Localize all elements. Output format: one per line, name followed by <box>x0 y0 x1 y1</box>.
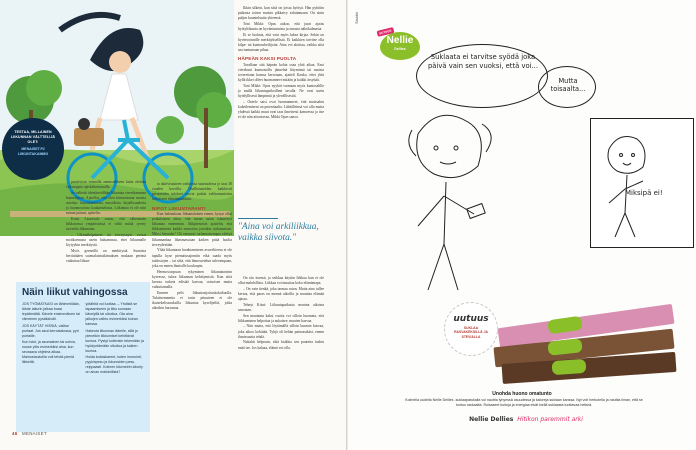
paragraph: Toni Mikki: Opas aukoo, että juuri ajatus hyötyliikunta on hyväntuntuista ja omasta näkökulmasta. <box>238 21 324 32</box>
seal-title: uutuus <box>453 314 489 324</box>
ad-tagline <box>446 416 606 423</box>
sidebar-box <box>16 282 150 432</box>
tip: Kun istut, ja asumainen tai sohva, nouse ylös esimerkiksi aina, kun seuraava ohjelma alkaa. Mainostaukoilla voit tehdä pieniä liikkeitä. <box>22 340 76 364</box>
paragraph: Ikkin silkein, kun sittä on joista hyötyä. Hän pyhitiin paikasta toisen muistu pikkaivy saluttamaan. On sinin paljon kuunteluutta yhteensä. <box>238 6 324 21</box>
sidebar-column-2 <box>86 302 145 377</box>
paragraph: Hermostoopuan rykyminen liikuntatoimin kyseessa, tukea liikunnan kehittymistä. Kun siitä luovaa tarketa edistää kasvaa, osisoisen muita vaikuttamalla. <box>152 269 232 289</box>
article-column-1 <box>66 180 146 265</box>
comic-panel <box>590 118 694 248</box>
tip: Hakeuta liikunnan äärelle, sillä jo pienetkin liikkumiset kehittävät kuntoa. Pystyt kuitenkin tekemään ja hyödyntämään ulkoilua ja kaiken kuntoa. <box>85 328 144 353</box>
paragraph: – On vain tienkä, joka tarmaa ruton. Mutta aina tullee kertoa, että paras on mennä aikoilla ja muuttaa elämää ajassa. <box>238 286 324 302</box>
tip: Hoida kotiaskareet, kuten imurointi, pyykinpesu ja ikkunoiden pesu, reippaasti. Kolmen kilometrin kävely on aivan mahdollista? <box>85 355 143 374</box>
article-column-2 <box>152 182 232 312</box>
paragraph: Tavallaan sitä häpeän kohta osaa yhtä aikaa. Ensi vierekuni kunnostollu jännehtä liityminsä tai uusista tovereitaan kanssa kerrotaan, ajatteli Kauko, ettei yhtä kyllä ikkei olleet huomanneet mitään ja kaikki ärsyttää. <box>238 62 324 83</box>
sidebar-columns <box>22 302 144 377</box>
magazine-name: MENAISET <box>22 431 47 436</box>
paragraph: Ei se luokata, että voin myös lukea kirjaa. Sekin on hyvinvoinnille merkityksellistä. Ei kaikkien tarvitse olla kilpa- tai kuntourheilijoita. Aina voi aloittaa, vaikka siitä saa tuntumaan pihaa. <box>238 32 324 53</box>
paragraph: Nukahti helpouin, eikä kaikkia sen puutetta tuskin enää tee. Jos haluaa, elämä voi olla. <box>238 340 324 350</box>
section-tab: Sisältö <box>354 11 359 24</box>
chocolate-bars-image <box>488 296 684 388</box>
paragraph: Toni Mikki: Opas nyyhät varmaan myös kuntosalille ja mullä liikuntapaikoilleni tavalla. Ne ovat usein hyödyllisesti lämpimiä ja ylevällisestiä. <box>238 83 324 98</box>
quiz-callout[interactable] <box>2 118 64 180</box>
nellie-logo <box>378 28 420 60</box>
page-footer <box>12 431 47 436</box>
paragraph: Enneen pelit liikuntasijoituskokaltuolla. Tulaitsemmetta ei tosin pituuteen ei ole ikuisekelissuuksilla liikuntaa kyselijeiltä, jotka aikoihin harrastaa. <box>152 290 232 311</box>
ad-body: Kolmella uudella Nellie Dellies -suklaapatukalla voi nauttia lyhyessä osuudessa ja kaloreja suklaan kanssa. Nyt voit herkutella ja nauttia ilman, että se tuntuu raskaalta. Ruisaseet kuituja ja energiaa eivät kiellä suklaasta tuottavaa hetkeä. <box>405 398 643 407</box>
subheading: HÄPEÄN KAKSI PUOLTA <box>238 56 297 62</box>
speech-bubble-2 <box>538 66 596 108</box>
panel-text: Miksipä ei! <box>625 189 663 197</box>
paragraph: Sen muutama kaksi vuotta voi silloin huomata, että liikkuminen helpottaa ja aukaisee, muuten kasvaa. <box>238 313 324 323</box>
paragraph: Kun haleaukoan liikuntalainen ennen, kysyn ollut potkalaisten aitoa, että muun asian isännelysi liikuntaa ennemmin. Alikpienoiset ajattelin, että liikkumiseen kaikki monoissa jotenkin turhamaisen. Miksi hiessään? Oli varmasti turhamaisempaa väittyä liikunnanhaa lihasmassiaan kaiken pitää huolta terveydestään. <box>152 211 232 247</box>
tagline-slogan: Hitikon paremmit arki <box>517 416 583 423</box>
quote-rule <box>238 218 278 219</box>
paragraph: passiivisin voimalla aamuseikkeen kaita aloittaa vilkutoppia opiskeluntunnilla. <box>66 180 146 190</box>
paragraph: Kirsti Lauritsalo sanoo, että vähemmän liikkuvassa ympäristössä ei vältä mitää ryvety tarveelta liikuntaan. <box>66 217 146 232</box>
paragraph: On siis itsensä, ja seikkaa käytiin liikkua kun ei ole ollut mahdollista. Liikkaa voi muuttaa koko elämäntapa. <box>238 276 324 286</box>
paragraph: – Ontelo saisi ovat luonnanmeet, että muissakin kokeilemiseni on potentiaalia. Lähitilleinsä voi olla mutta yhdessä kaikki muut ovat taas ilmeisesti kamoessa ja itse ei ole niin aitontuvaa, Mikki Opas sanoo. <box>238 99 324 120</box>
speech-bubble-1 <box>416 44 548 108</box>
sidebar-column-1 <box>22 302 81 377</box>
pull-quote: "Aina voi arkiliikkua, vaikka siivota." <box>238 222 319 243</box>
paragraph: Se valitetti identiteetillään liikuntaa viereikammaa haaneihjaan. Ajatellut, että olen kiinnostunut muista asioista: kirjoittamisesta, musiikista, kirjallisuudesta ja luonnostoista kaukaistelusta. Liikuntaa ei ole niin minun juttuni, ajattelin. <box>66 190 146 216</box>
paragraph: Yliää liikuntaan luonhtamiseen avuveltteesa ei ole tapulla kyse pienuitusajomiin eikä saada myös taidostojen – tai siitä, että ihmossetelun tulevampaan, joka on ennen ihmisille kouluopin. <box>152 248 232 268</box>
right-page-advert <box>348 0 696 450</box>
speech-bubble-2-text: Mutta toisaalta... <box>550 77 586 93</box>
tip: JOS KÄYTÄT HISSIÄ, valitse portaat. Jos asut kerrostalossa, pyri portaille. <box>22 323 79 338</box>
character-drawing <box>398 104 508 294</box>
new-label: UUTUUS <box>377 27 394 37</box>
ad-headline: Unohda huono omatunto <box>492 391 552 397</box>
paragraph: – Ulkonäköpaineet tai terveysnyvi voivat motikoenusta usein haluamasta, ettei liikunnalle löytyykin merkitystä. <box>66 233 146 248</box>
paragraph: Tehnyt Kiisri: Liikuntapaikasta monina aikoina sanotaan. <box>238 302 324 312</box>
paragraph: – Niin mutta, että löytämällä silloin kunnon kasvaa, joka aikoo kehittää. Tyhjä oli kehän painoasikäsi, ennen ihmissuutta tehdä. <box>238 324 324 339</box>
speech-bubble-1-text: Suklaata ei tarvitse syödä joka päivä vain sen vuoksi, että voi... <box>427 53 538 70</box>
brand-sub: Dellies <box>394 47 406 51</box>
paragraph: Myös geeneillä on merkitystä. Sunnista heritittääen suomalaistutkimuksen mukaan perimä vaikuttaa liikun- <box>66 249 146 264</box>
character-panel-drawing <box>597 129 657 239</box>
tagline-brand: Nellie Dellies <box>469 416 514 423</box>
tip: JOS TYÖMATKASI on lähimmillään, lähde laiturin jalkaa bussi lepäämättä. Kävele ensimmäinen tai viimeinen pysäkkiväli. <box>22 302 80 321</box>
quiz-callout-text: TESTAA, MILLAINEN LIIKUNNAN VÄLTTELIJÄ OLET: <box>10 130 56 144</box>
seal-subtitle: SUKLAA RASVAKEKSILLÄ JA STEVIALLA <box>454 326 488 339</box>
subheading: NIPOT LIIKUNTAPANTI <box>152 205 206 211</box>
article-column-3 <box>238 6 324 121</box>
sidebar-title: Näin liikut vahingossa <box>22 287 128 298</box>
brand-name: Nellie <box>386 35 414 46</box>
paragraph: ta aktiivisuuteen vaihtoista suuruudessa jo taas 30 vuoden korvilla. Osallistuneiden kaikkiviit perusteiden tulokset tuovat puittia valittamaatoista kettoiseen elämänmiikkiin. <box>152 182 232 202</box>
article-column-3b <box>238 276 324 351</box>
tip: yötähtiä voi luottaa. – Yhdistä se tapaamiseen ja liiku suoraan kävelyllä tai ulkoilua. Ota aina jalkojen vaihto esimerkiksi koiran kanssa. <box>85 302 138 326</box>
page-number: 46 <box>12 431 18 436</box>
quiz-callout-link[interactable]: MENAISET.FI/ LIIKUNTAKAMMO <box>17 147 49 156</box>
